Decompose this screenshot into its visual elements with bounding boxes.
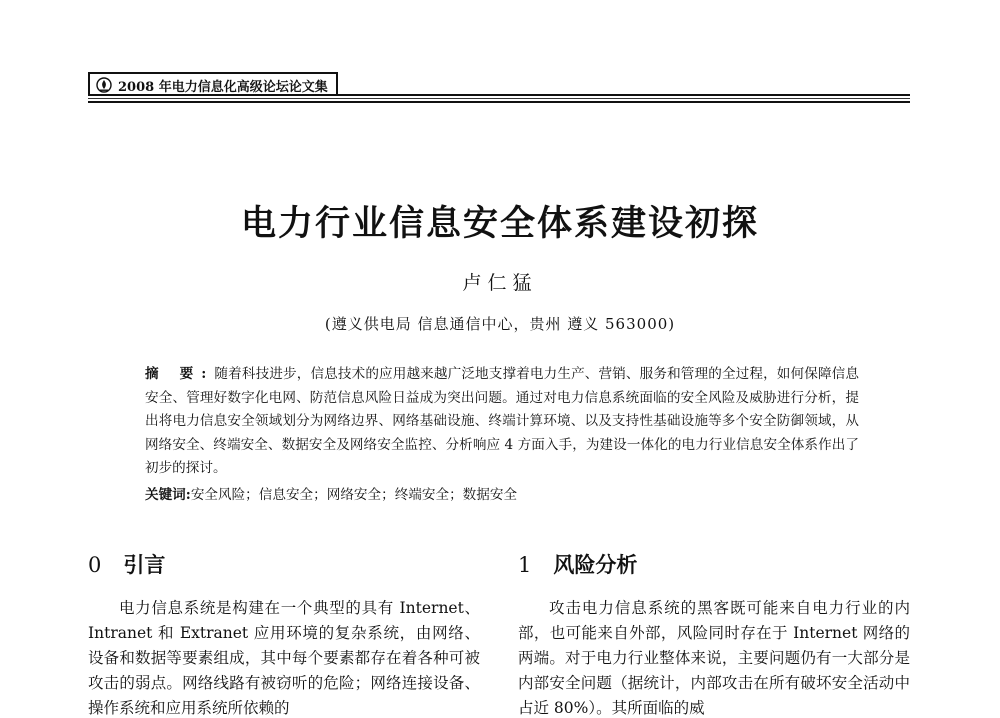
keywords-text: 安全风险；信息安全；网络安全；终端安全；数据安全 bbox=[190, 487, 518, 503]
flame-emblem-icon bbox=[96, 77, 112, 93]
running-header-title: 2008 年电力信息化高级论坛论文集 bbox=[118, 79, 328, 95]
author-affiliation: (遵义供电局 信息通信中心，贵州 遵义 563000) bbox=[324, 315, 676, 333]
section-heading bbox=[88, 548, 480, 582]
section-body-text: 攻击电力信息系统的黑客既可能来自电力行业的内部，也可能来自外部，风险同时存在于 Internet 网络的两端。对于电力行业整体来说，主要问题仍有一大部分是内部安全问题（据统计，内部攻击在所有破坏安全活动中占近 80%）。其所面临的威 bbox=[518, 599, 910, 717]
keywords-label: 关键词: bbox=[145, 487, 191, 503]
section-risk-analysis bbox=[518, 548, 910, 718]
header-rule bbox=[88, 98, 910, 99]
abstract bbox=[145, 363, 859, 481]
section-introduction bbox=[88, 548, 480, 718]
abstract-text: 随着科技进步，信息技术的应用越来越广泛地支撑着电力生产、营销、服务和管理的全过程，如何保障信息安全、管理好数字化电网、防范信息风险日益成为突出问题。通过对电力信息系统面临的安全风险及威胁进行分析，提出将电力信息安全领域划分为网络边界、网络基础设施、终端计算环境、以及支持性基础设施等多个安全防御领域，从网络安全、终端安全、数据安全及网络安全监控、分析响应 4 方面入手，为建设一体化的电力行业信息安全体系作出了初步的探讨。 bbox=[145, 366, 859, 476]
section-title: 风险分析 bbox=[553, 552, 638, 577]
section-number: 0 bbox=[88, 553, 102, 577]
section-number: 1 bbox=[518, 553, 532, 577]
paper-title: 电力行业信息安全体系建设初探 bbox=[240, 203, 759, 244]
section-body-text: 电力信息系统是构建在一个典型的具有 Internet、Intranet 和 Extranet 应用环境的复杂系统，由网络、设备和数据等要素组成，其中每个要素都存在着各种可被攻击的弱点。网络线路有被窃听的危险；网络连接设备、操作系统和应用系统所依赖的 bbox=[88, 599, 480, 717]
running-header bbox=[88, 72, 338, 96]
section-heading bbox=[518, 548, 910, 582]
keywords bbox=[145, 484, 859, 507]
abstract-label: 摘 要: bbox=[145, 366, 215, 382]
header-rule bbox=[88, 94, 910, 96]
author-name: 卢仁猛 bbox=[462, 272, 538, 294]
section-title: 引言 bbox=[123, 552, 166, 577]
header-rule bbox=[88, 101, 910, 103]
